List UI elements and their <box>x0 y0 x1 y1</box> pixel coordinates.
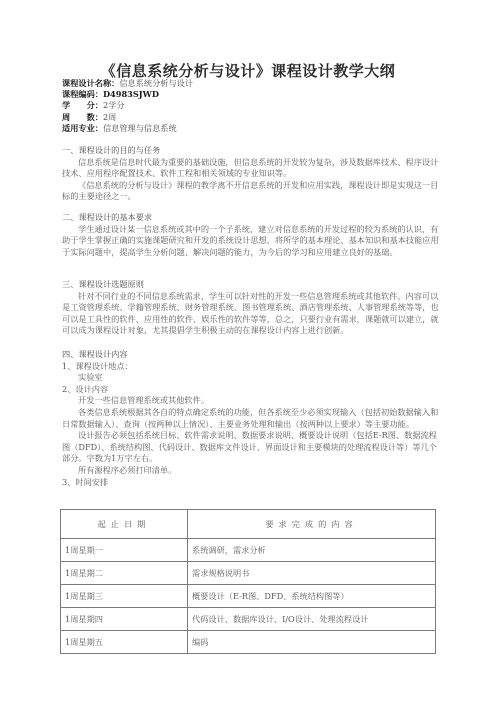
meta-credit-value: 2学分 <box>102 100 125 110</box>
schedule-header-row <box>61 510 436 539</box>
section-1-paragraph-2: 《信息系统的分析与设计》课程的教学离不开信息系统的开发和应用实践，课程设计即是实现这一目标的主要途径之一。 <box>62 179 439 202</box>
section-4-item-2-paragraph-3: 设计报告必须包括系统目标、软件需求说明、数据要求说明、概要设计说明（包括E-R图、数据流程图（DFD）、系统结构图、代码设计、数据库文件设计、界面设计和主要模块的处理流程设计等）等几个部分。字数为1万字左右。 <box>62 430 437 464</box>
schedule-header-date: 起止日期 <box>61 510 188 539</box>
section-3-heading: 三、课程设计选题原则 <box>62 279 144 289</box>
meta-weeks-label: 周 数： <box>62 112 103 122</box>
meta-course-code-label: 课程编码： <box>62 89 103 99</box>
section-4-item-2: 2、设计内容 <box>62 383 109 394</box>
meta-major-label: 适用专业： <box>62 123 103 133</box>
meta-weeks-value: 2周 <box>102 112 117 122</box>
schedule-header-content: 要求完成的内容 <box>188 510 436 539</box>
section-4-item-1-value: 实验室 <box>78 372 103 383</box>
section-2 <box>62 212 440 258</box>
schedule-date-cell: 1周星期二 <box>61 562 188 585</box>
section-1 <box>62 145 440 203</box>
schedule-table <box>60 509 436 654</box>
meta-weeks <box>62 112 116 123</box>
meta-credit-label: 学 分： <box>62 100 103 110</box>
section-3 <box>62 279 440 337</box>
schedule-content-cell: 编码 <box>188 631 436 654</box>
table-row <box>61 585 436 608</box>
table-row <box>61 562 436 585</box>
meta-major <box>62 123 177 134</box>
document-title: 《信息系统分析与设计》课程设计教学大纲 <box>100 62 396 80</box>
section-4-heading: 四、课程设计内容 <box>62 349 128 359</box>
section-1-paragraph-1: 信息系统是信息时代最为重要的基础设施，但信息系统的开发较为复杂，涉及数据库技术、程序设计技术、应用程序配置技术、软件工程和相关领域的专业知识等。 <box>62 156 439 179</box>
section-3-paragraph-1: 针对不同行业的不同信息系统需求，学生可以针对性的开发一些信息管理系统或其他软件。内容可以是工资管理系统、学籍管理系统、财务管理系统、图书管理系统、酒店管理系统、人事管理系统等等，也可以是工具性的软件、应用性的软件、娱乐性的软件等等，总之，只要行业有需求，课题就可以建立，就可以成为课程设计对象，尤其提倡学生积极主动的在课程设计内容上进行创新。 <box>62 290 439 336</box>
section-2-heading: 二、课程设计的基本要求 <box>62 212 153 222</box>
section-4-item-2-paragraph-1: 开发一些信息管理系统或其他软件。 <box>78 395 210 406</box>
section-4 <box>62 349 440 488</box>
meta-course-code-value: D4983SJWD <box>102 89 159 99</box>
schedule-content-cell: 系统调研，需求分析 <box>188 539 436 562</box>
table-row <box>61 631 436 654</box>
section-1-heading: 一、课程设计的目的与任务 <box>62 145 161 155</box>
table-row <box>61 608 436 631</box>
section-4-item-1: 1、课程设计地点： <box>62 360 133 371</box>
schedule-content-cell: 需求规格说明书 <box>188 562 436 585</box>
schedule-content-cell: 代码设计、数据库设计、I/O设计、处理流程设计 <box>188 608 436 631</box>
section-4-item-2-paragraph-4: 所有源程序必须打印清单。 <box>78 464 177 475</box>
schedule-date-cell: 1周星期三 <box>61 585 188 608</box>
meta-course-name <box>62 78 193 89</box>
schedule-date-cell: 1周星期一 <box>61 539 188 562</box>
section-2-paragraph-1: 学生通过设计某一信息系统或其中的一个子系统，建立对信息系统的开发过程的较为系统的认识，有助于学生掌握正确的实施课题研究和开发的系统设计思想，将所学的基本理论、基本知识和基本技能应用于实际问题中，提高学生分析问题、解决问题的能力，为今后的学习和应用建立良好的基础。 <box>62 223 439 257</box>
meta-course-name-value: 信息系统分析与设计 <box>119 78 194 88</box>
schedule-date-cell: 1周星期五 <box>61 631 188 654</box>
schedule-content-cell: 概要设计（E-R图、DFD、系统结构图等） <box>188 585 436 608</box>
table-row <box>61 539 436 562</box>
meta-course-code <box>62 89 159 100</box>
meta-credit <box>62 100 125 111</box>
meta-course-name-label: 课程设计名称： <box>62 78 120 88</box>
meta-major-value: 信息管理与信息系统 <box>102 123 177 133</box>
section-4-item-3: 3、时间安排 <box>62 476 109 487</box>
section-4-item-2-paragraph-2: 各类信息系统根据其各自的特点确定系统的功能，但各系统至少必须实现输入（包括初始数据输入和日常数据输入）、查询（按两种以上情况）、主要业务处理和输出（按两种以上要求）等主要功能。 <box>62 406 439 429</box>
schedule-date-cell: 1周星期四 <box>61 608 188 631</box>
